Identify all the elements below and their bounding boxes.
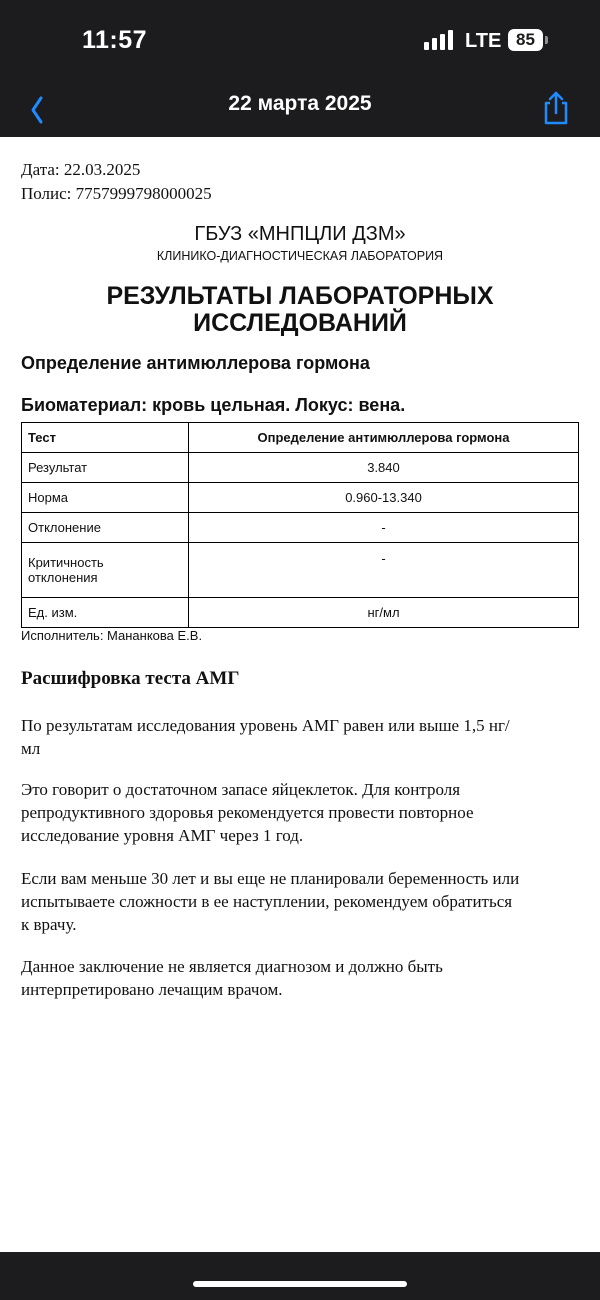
document-date: Дата: 22.03.2025 bbox=[21, 160, 141, 179]
battery-icon bbox=[508, 29, 543, 51]
share-icon bbox=[536, 86, 576, 126]
paragraph bbox=[21, 714, 581, 760]
table-header-row bbox=[22, 423, 579, 453]
row-label: Ед. изм. bbox=[22, 598, 189, 628]
results-table bbox=[21, 422, 579, 628]
paragraph-line: По результатам исследования уровень АМГ равен или выше 1,5 нг/ bbox=[21, 716, 510, 735]
battery-level: 85 bbox=[516, 30, 535, 49]
row-value: 3.840 bbox=[189, 453, 579, 483]
row-value: 0.960-13.340 bbox=[189, 483, 579, 513]
nav-bar bbox=[0, 80, 600, 136]
paragraph-line: испытываете сложности в ее наступлении, рекомендуем обратиться bbox=[21, 892, 513, 911]
paragraph-line: мл bbox=[21, 739, 41, 758]
share-button[interactable] bbox=[536, 86, 576, 126]
performer: Исполнитель: Мананкова Е.В. bbox=[21, 628, 203, 643]
laboratory-name: КЛИНИКО-ДИАГНОСТИЧЕСКАЯ ЛАБОРАТОРИЯ bbox=[156, 249, 444, 263]
column-header-test-name: Определение антимюллерова гормона bbox=[189, 423, 579, 453]
document-title-line: ИССЛЕДОВАНИЙ bbox=[193, 309, 407, 337]
row-label: Норма bbox=[22, 483, 189, 513]
row-value: - bbox=[189, 543, 579, 598]
paragraph-line: к врачу. bbox=[21, 915, 77, 934]
status-time: 11:57 bbox=[82, 26, 148, 54]
cellular-signal-icon bbox=[424, 30, 456, 50]
row-label bbox=[22, 543, 189, 598]
document-title bbox=[0, 283, 600, 337]
table-row bbox=[22, 543, 579, 598]
paragraph-line: Это говорит о достаточном запасе яйцеклеток. Для контроля bbox=[21, 780, 461, 799]
row-label: Отклонение bbox=[22, 513, 189, 543]
decode-title: Расшифровка теста АМГ bbox=[21, 668, 240, 689]
network-type: LTE bbox=[465, 30, 502, 52]
paragraph bbox=[21, 778, 581, 847]
test-name: Определение антимюллерова гормона bbox=[21, 353, 370, 373]
paragraph bbox=[21, 867, 581, 936]
home-indicator[interactable] bbox=[193, 1281, 407, 1287]
paragraph-line: репродуктивного здоровья рекомендуется провести повторное bbox=[21, 803, 474, 822]
paragraph bbox=[21, 955, 581, 1001]
paragraph-line: интерпретировано лечащим врачом. bbox=[21, 980, 283, 999]
document-title-line: РЕЗУЛЬТАТЫ ЛАБОРАТОРНЫХ bbox=[106, 282, 494, 310]
document-page[interactable] bbox=[0, 137, 600, 1252]
table-row bbox=[22, 513, 579, 543]
column-header-test: Тест bbox=[22, 423, 189, 453]
organization-name: ГБУЗ «МНПЦЛИ ДЗМ» bbox=[194, 223, 406, 245]
biomaterial: Биоматериал: кровь цельная. Локус: вена. bbox=[21, 395, 406, 415]
paragraph-line: Если вам меньше 30 лет и вы еще не планировали беременность или bbox=[21, 869, 520, 888]
status-bar bbox=[0, 0, 600, 80]
row-label-line: отклонения bbox=[28, 570, 98, 585]
row-value: нг/мл bbox=[189, 598, 579, 628]
table-row bbox=[22, 453, 579, 483]
paragraph-line: исследование уровня АМГ через 1 год. bbox=[21, 826, 304, 845]
paragraph-line: Данное заключение не является диагнозом и должно быть bbox=[21, 957, 443, 976]
row-label-line: Критичность bbox=[28, 555, 104, 570]
table-row bbox=[22, 483, 579, 513]
table-row bbox=[22, 598, 579, 628]
document-meta bbox=[21, 158, 212, 206]
row-label: Результат bbox=[22, 453, 189, 483]
battery-tip bbox=[545, 36, 548, 44]
row-value: - bbox=[189, 513, 579, 543]
page-title: 22 марта 2025 bbox=[228, 92, 372, 115]
policy-number: Полис: 7757999798000025 bbox=[21, 184, 212, 203]
